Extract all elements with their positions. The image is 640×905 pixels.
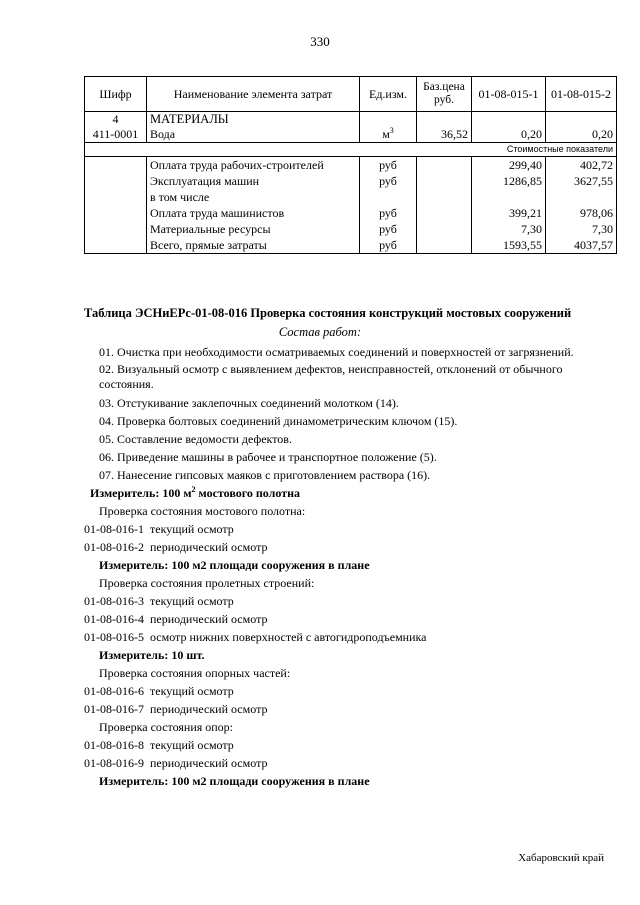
- work-step: 02. Визуальный осмотр с выявлением дефектов, неисправностей, отклонений от обычного состояния.: [99, 362, 563, 391]
- header-unit: Ед.изм.: [360, 77, 417, 112]
- cost-value-1: 299,40: [472, 157, 546, 174]
- work-step: 05. Составление ведомости дефектов.: [99, 432, 292, 446]
- measure-label: Измеритель: 10 шт.: [99, 648, 205, 662]
- cost-value-2: 3627,55: [546, 173, 617, 189]
- measure-label: Измеритель: 100 $м^2$ мостового полотна: [90, 485, 301, 500]
- subsection-label: Проверка состояния опор:: [99, 720, 234, 734]
- subsection-label: Проверка состояния пролетных строений:: [99, 576, 315, 590]
- cost-name: Оплата труда машинистов: [147, 205, 360, 221]
- cost-value-2: 978,06: [546, 205, 617, 221]
- header-col1: 01-08-015-1: [472, 77, 546, 112]
- cost-name: Оплата труда рабочих-строителей: [147, 157, 360, 174]
- cost-unit: руб: [360, 205, 417, 221]
- materials-name: МАТЕРИАЛЫ: [147, 112, 360, 128]
- cost-value-2: 402,72: [546, 157, 617, 174]
- table-row-indicators: [85, 143, 617, 157]
- indicators-label: Стоимостные показатели: [472, 143, 617, 157]
- cost-value-2: 7,30: [546, 221, 617, 237]
- subsection-label: Проверка состояния мостового полотна:: [99, 504, 306, 518]
- work-step: 03. Отстукивание заклепочных соединений молотком (14).: [99, 396, 399, 410]
- measure-label: Измеритель: 100 м2 площади сооружения в плане: [99, 774, 370, 788]
- water-value-1: 0,20: [472, 127, 546, 143]
- code-row: 01-08-016-9 периодический осмотр: [84, 756, 268, 770]
- cost-value-1: 399,21: [472, 205, 546, 221]
- work-step: 07. Нанесение гипсовых маяков с приготовлением раствора (16).: [99, 468, 431, 482]
- water-code: 411-0001: [85, 127, 147, 143]
- table-header-row: [85, 77, 617, 112]
- water-name: Вода: [147, 127, 360, 143]
- header-name: Наименование элемента затрат: [147, 77, 360, 112]
- cost-unit: руб: [360, 173, 417, 189]
- code-row: 01-08-016-3 текущий осмотр: [84, 594, 234, 608]
- work-step: 04. Проверка болтовых соединений динамометрическим ключом (15).: [99, 414, 458, 428]
- table-row: [85, 221, 617, 237]
- work-step: 06. Приведение машины в рабочее и транспортное положение (5).: [99, 450, 437, 464]
- work-step: 01. Очистка при необходимости осматриваемых соединений и поверхностей от загрязнений.: [99, 345, 574, 359]
- table-row-water: [85, 127, 617, 143]
- header-col2: 01-08-015-2: [546, 77, 617, 112]
- code-row: 01-08-016-5 осмотр нижних поверхностей с автогидроподъемника: [84, 630, 427, 644]
- cost-value-1: 7,30: [472, 221, 546, 237]
- footer-region: Хабаровский край: [518, 852, 604, 864]
- code-row: 01-08-016-6 текущий осмотр: [84, 684, 234, 698]
- header-code: Шифр: [85, 77, 147, 112]
- code-row: 01-08-016-8 текущий осмотр: [84, 738, 234, 752]
- code-row: 01-08-016-4 периодический осмотр: [84, 612, 268, 626]
- cost-name: Всего, прямые затраты: [147, 237, 360, 254]
- cost-table: [84, 76, 617, 254]
- table-row: [85, 237, 617, 254]
- cost-name: в том числе: [147, 189, 360, 205]
- cost-name: Эксплуатация машин: [147, 173, 360, 189]
- table-row: [85, 205, 617, 221]
- table-row-materials: [85, 112, 617, 128]
- code-row: 01-08-016-1 текущий осмотр: [84, 522, 234, 536]
- header-base-price: Баз.цена руб.: [417, 77, 472, 112]
- cost-name: Материальные ресурсы: [147, 221, 360, 237]
- subsection-label: Проверка состояния опорных частей:: [99, 666, 291, 680]
- code-row: 01-08-016-7 периодический осмотр: [84, 702, 268, 716]
- table-row: [85, 157, 617, 174]
- cost-unit: руб: [360, 237, 417, 254]
- water-value-2: 0,20: [546, 127, 617, 143]
- page-number: 330: [310, 34, 330, 49]
- cost-value-1: 1286,85: [472, 173, 546, 189]
- code-row: 01-08-016-2 периодический осмотр: [84, 540, 268, 554]
- cost-value-1: 1593,55: [472, 237, 546, 254]
- materials-code: 4: [85, 112, 147, 128]
- table-row: [85, 189, 617, 205]
- cost-unit: руб: [360, 221, 417, 237]
- cost-value-2: 4037,57: [546, 237, 617, 254]
- water-base-price: 36,52: [417, 127, 472, 143]
- section-subtitle: Состав работ:: [278, 325, 362, 339]
- measure-label: Измеритель: 100 м2 площади сооружения в плане: [99, 558, 370, 572]
- section-title: Таблица ЭСНиЕРс-01-08-016 Проверка состояния конструкций мостовых сооружений: [84, 306, 572, 320]
- water-unit: $м^3$: [360, 127, 417, 143]
- cost-unit: руб: [360, 157, 417, 174]
- table-row: [85, 173, 617, 189]
